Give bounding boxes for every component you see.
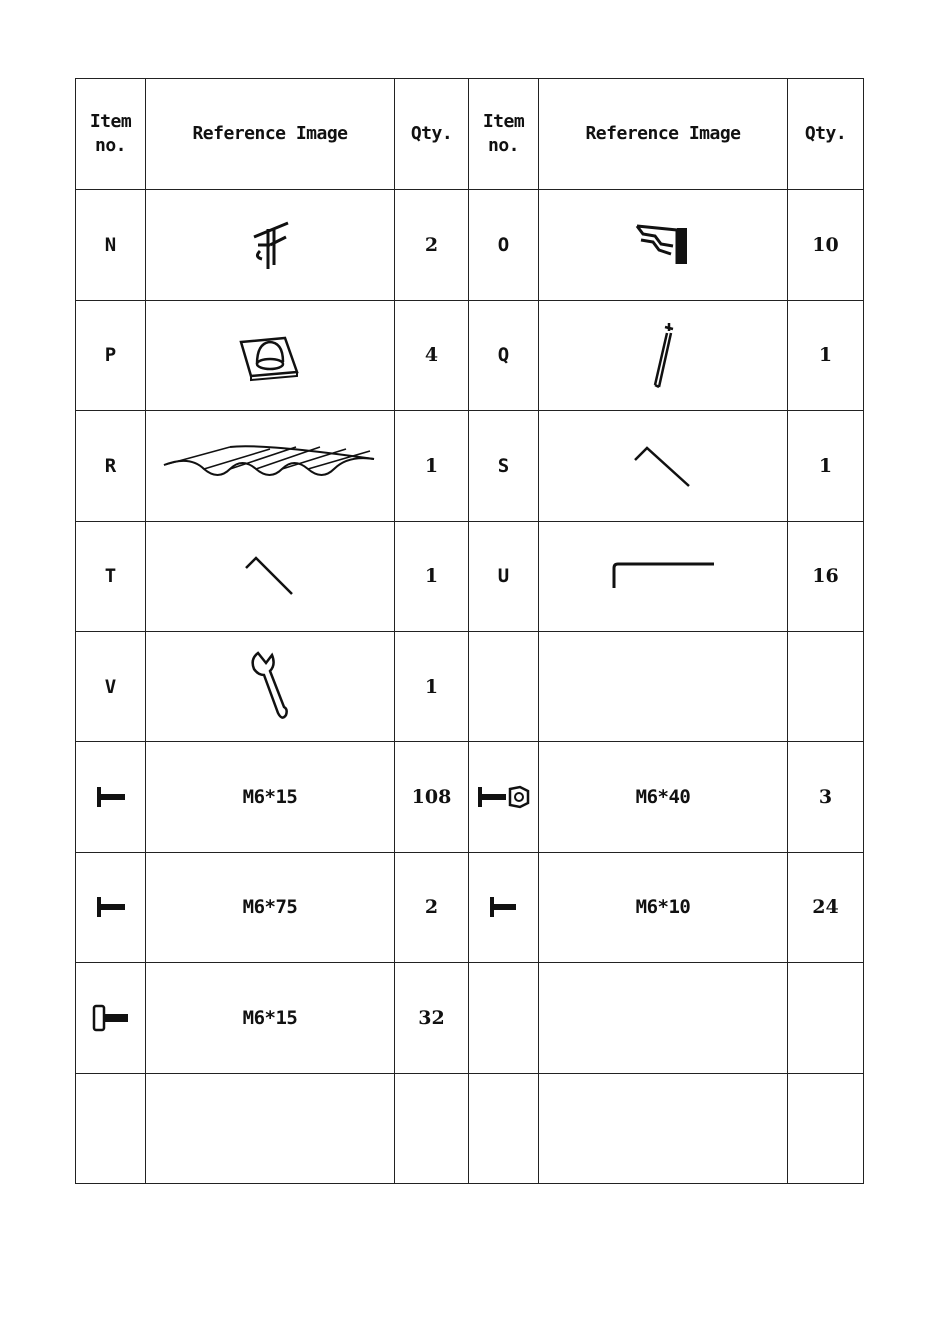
reference-cell: M6*10 (539, 852, 788, 962)
table-row (76, 963, 864, 1073)
item-cell (76, 1073, 146, 1183)
item-cell (469, 963, 539, 1073)
reference-cell: M6*40 (539, 742, 788, 852)
reference-cell: M6*75 (146, 852, 395, 962)
item-cell: S (469, 411, 539, 521)
qty-cell: 3 (788, 742, 864, 852)
item-cell (469, 852, 539, 962)
item-cell (76, 742, 146, 852)
qty-cell: 24 (788, 852, 864, 962)
reference-cell (539, 631, 788, 741)
qty-cell (788, 963, 864, 1073)
parts-table (75, 78, 864, 1184)
item-cell (469, 742, 539, 852)
thumb-screw-icon (90, 1002, 132, 1034)
qty-cell: 16 (788, 521, 864, 631)
qty-cell (788, 1073, 864, 1183)
qty-cell: 2 (395, 190, 469, 300)
wavy-bottle-rack-icon (160, 441, 380, 491)
item-cell: P (76, 300, 146, 410)
wall-bracket-icon (633, 220, 693, 270)
qty-cell: 10 (788, 190, 864, 300)
header-item-no-2: Item no. (469, 79, 539, 190)
item-cell (76, 963, 146, 1073)
qty-cell: 2 (395, 852, 469, 962)
reference-cell (146, 300, 395, 410)
allen-key-small-icon (242, 554, 298, 598)
table-row (76, 631, 864, 741)
item-cell: U (469, 521, 539, 631)
item-cell: N (76, 190, 146, 300)
reference-cell (539, 300, 788, 410)
qty-cell: 108 (395, 742, 469, 852)
long-allen-key-icon (608, 558, 718, 594)
screw-with-nut-icon (476, 783, 532, 811)
item-cell (469, 631, 539, 741)
screw-icon (93, 893, 129, 921)
item-cell (469, 1073, 539, 1183)
table-row (76, 521, 864, 631)
reference-cell (146, 190, 395, 300)
qty-cell: 4 (395, 300, 469, 410)
table-row (76, 300, 864, 410)
item-cell: T (76, 521, 146, 631)
qty-cell: 1 (788, 411, 864, 521)
qty-cell (788, 631, 864, 741)
screw-icon (486, 893, 522, 921)
qty-cell: 1 (395, 521, 469, 631)
reference-cell: M6*15 (146, 963, 395, 1073)
reference-cell (539, 963, 788, 1073)
reference-cell (539, 1073, 788, 1183)
header-reference-image-2: Reference Image (539, 79, 788, 190)
qty-cell: 1 (395, 411, 469, 521)
reference-cell (539, 190, 788, 300)
header-reference-image: Reference Image (146, 79, 395, 190)
qty-cell (395, 1073, 469, 1183)
item-cell (76, 852, 146, 962)
item-cell: Q (469, 300, 539, 410)
reference-cell (146, 1073, 395, 1183)
item-cell: R (76, 411, 146, 521)
table-row (76, 742, 864, 852)
header-qty-2: Qty. (788, 79, 864, 190)
reference-cell (146, 521, 395, 631)
table-row (76, 852, 864, 962)
reference-cell (146, 631, 395, 741)
qty-cell: 1 (788, 300, 864, 410)
wrench-icon (248, 649, 292, 725)
item-cell: V (76, 631, 146, 741)
qty-cell: 1 (395, 631, 469, 741)
header-row (76, 79, 864, 190)
reference-cell (146, 411, 395, 521)
screw-icon (93, 783, 129, 811)
header-item-no: Item no. (76, 79, 146, 190)
allen-key-icon (631, 442, 695, 490)
header-qty: Qty. (395, 79, 469, 190)
qty-cell: 32 (395, 963, 469, 1073)
table-row (76, 1073, 864, 1183)
pin-rod-icon (643, 319, 683, 391)
foot-pad-icon (237, 328, 303, 382)
parts-list-sheet (75, 78, 863, 1184)
table-row (76, 190, 864, 300)
reference-cell: M6*15 (146, 742, 395, 852)
item-cell: O (469, 190, 539, 300)
reference-cell (539, 521, 788, 631)
bracket-clip-icon (240, 215, 300, 275)
table-row (76, 411, 864, 521)
reference-cell (539, 411, 788, 521)
